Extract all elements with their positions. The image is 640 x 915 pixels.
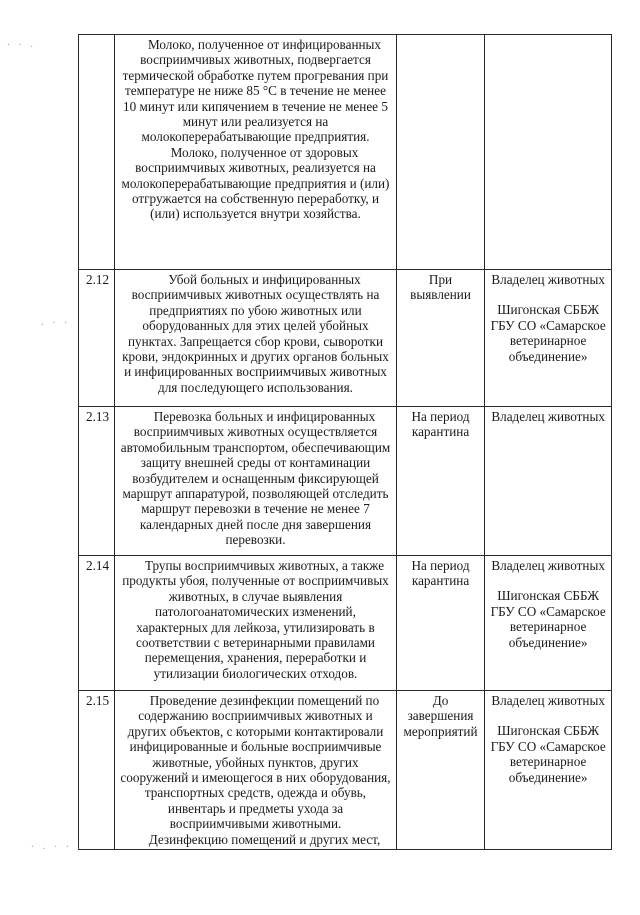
measure-description-paragraph: Проведение дезинфекции помещений по содержанию восприимчивых животных и других объектов, с которыми контактировали инфицированные и больные восприимчивые животные, убойных пунктов, других сооружений и имеющегося в них оборудования, транспортных средств, одежда и обувь, инвентарь и предметы ухода за восприимчивыми животными. <box>120 693 391 832</box>
measure-description-cell <box>115 691 397 850</box>
responsible-cell <box>485 270 612 407</box>
deadline-text: До завершения мероприятий <box>403 693 478 739</box>
measure-description-paragraph: Перевозка больных и инфицированных восприимчивых животных осуществляется автомобильным транспортом, обеспечивающим защиту внешней среды от контаминации возбудителем и оснащенным фиксирующей маршрут аппаратурой, позволяющей отследить маршрут перевозки в течение не менее 7 календарных дней после дня завершения перевозки. <box>120 409 391 548</box>
responsible-party: Владелец животных <box>491 409 605 424</box>
deadline-cell <box>396 35 484 270</box>
item-number: 2.13 <box>86 409 110 424</box>
measure-description-paragraph: Молоко, полученное от здоровых восприимчивых животных, реализуется на молокоперерабатывающие предприятия и (или) отгружается на собственную переработку, и (или) используется внутри хозяйства. <box>121 144 390 222</box>
responsible-party: Владелец животных <box>491 272 605 287</box>
table-row <box>79 270 612 407</box>
measure-description-cell <box>115 556 397 691</box>
deadline-cell <box>396 407 484 556</box>
responsible-cell <box>485 691 612 850</box>
spacer <box>487 287 609 302</box>
item-number: 2.12 <box>86 272 110 287</box>
responsible-party: Владелец животных <box>491 558 605 573</box>
measure-description-cell <box>115 35 397 270</box>
responsible-party: Шигонская СББЖ ГБУ СО «Самарское ветеринарное объединение» <box>490 302 606 364</box>
item-number: 2.14 <box>86 558 110 573</box>
deadline-text: На период карантина <box>411 409 470 440</box>
item-number-cell <box>79 407 115 556</box>
measures-table <box>78 34 612 850</box>
scan-noise: . · · <box>40 318 70 327</box>
measure-description-paragraph: Трупы восприимчивых животных, а также продукты убоя, полученные от восприимчивых животных, в случае выявления патологоанатомических изменений, характерных для лейкоза, утилизировать в соответствии с ветеринарными правилами перемещения, хранения, переработки и утилизации биологических отходов. <box>122 558 389 681</box>
deadline-cell <box>396 691 484 850</box>
spacer <box>487 708 609 723</box>
item-number-cell <box>79 691 115 850</box>
responsible-cell <box>485 407 612 556</box>
item-number-cell <box>79 270 115 407</box>
responsible-cell <box>485 35 612 270</box>
scan-noise: · · . <box>6 40 36 49</box>
measures-table-body <box>79 35 612 850</box>
spacer <box>487 573 609 588</box>
item-number: 2.15 <box>86 693 110 708</box>
deadline-text <box>397 35 484 37</box>
table-row <box>79 407 612 556</box>
item-number <box>86 35 114 37</box>
responsible-party: Владелец животных <box>491 693 605 708</box>
deadline-cell <box>396 556 484 691</box>
measure-description-paragraph: Молоко, полученное от инфицированных восприимчивых животных, подвергается термической обработке путем прогревания при температуре не ниже 85 °С в течение не менее 10 минут или кипячением в течение не менее 5 минут или реализуется на молокоперерабатывающие предприятия. <box>122 37 389 145</box>
deadline-cell <box>396 270 484 407</box>
item-number-cell <box>79 35 115 270</box>
responsible-party: Шигонская СББЖ ГБУ СО «Самарское ветеринарное объединение» <box>490 588 606 650</box>
measure-description-cell <box>115 407 397 556</box>
responsible-cell <box>485 556 612 691</box>
measure-description-paragraph: Дезинфекцию помещений и других мест, <box>148 831 381 847</box>
table-row <box>79 35 612 270</box>
scan-noise: · . · · . <box>30 842 83 851</box>
responsible-party: Шигонская СББЖ ГБУ СО «Самарское ветеринарное объединение» <box>490 723 606 785</box>
table-row <box>79 691 612 850</box>
measure-description-paragraph: Убой больных и инфицированных восприимчивых животных осуществлять на предприятиях по убою животных или оборудованных для этих целей убойных пунктах. Запрещается сбор крови, сыворотки крови, эндокринных и других органов больных и инфицированных восприимчивых животных для последующего использования. <box>122 272 389 395</box>
deadline-text: При выявлении <box>410 272 471 303</box>
measure-description-cell <box>115 270 397 407</box>
item-number-cell <box>79 556 115 691</box>
deadline-text: На период карантина <box>411 558 470 589</box>
table-row <box>79 556 612 691</box>
